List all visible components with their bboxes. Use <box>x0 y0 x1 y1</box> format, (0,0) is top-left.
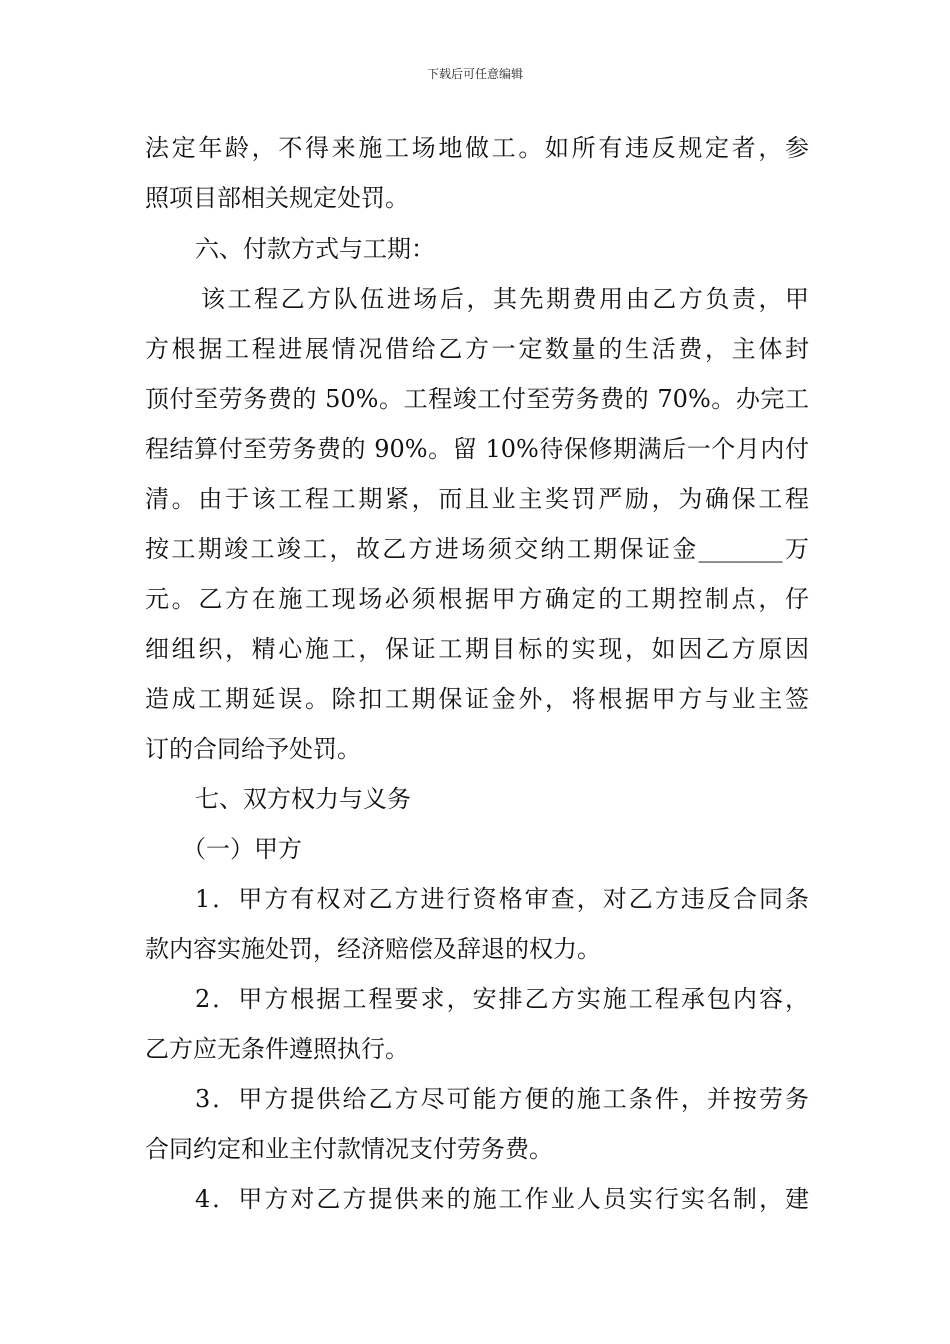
list-item-line: 3．甲方提供给乙方尽可能方便的施工条件，并按劳务 <box>195 1085 809 1113</box>
paragraph-line: 顶付至劳务费的 50%。工程竣工付至劳务费的 70%。办完工 <box>145 385 809 413</box>
paragraph-line: 方根据工程进展情况借给乙方一定数量的生活费，主体封 <box>145 335 809 363</box>
list-item-line: 2．甲方根据工程要求，安排乙方实施工程承包内容， <box>195 985 809 1013</box>
paragraph-line: 清。由于该工程工期紧，而且业主奖罚严励，为确保工程 <box>145 485 809 513</box>
paragraph-line: 细组织，精心施工，保证工期目标的实现，如因乙方原因 <box>145 635 809 663</box>
paragraph-line: 该工程乙方队伍进场后，其先期费用由乙方负责，甲 <box>201 285 809 313</box>
list-item-line: 款内容实施处罚，经济赔偿及辞退的权力。 <box>145 935 601 963</box>
page-header-note: 下载后可任意编辑 <box>426 67 523 81</box>
subsection-heading: （一）甲方 <box>182 835 302 863</box>
paragraph-line: 照项目部相关规定处罚。 <box>145 184 409 212</box>
paragraph-line: 订的合同给予处罚。 <box>145 735 361 763</box>
list-item-line: 1．甲方有权对乙方进行资格审查，对乙方违反合同条 <box>195 885 809 913</box>
paragraph-line: 程结算付至劳务费的 90%。留 10%待保修期满后一个月内付 <box>145 435 809 463</box>
paragraph-line: 按工期竣工竣工，故乙方进场须交纳工期保证金_______万 <box>145 535 809 563</box>
list-item-line: 合同约定和业主付款情况支付劳务费。 <box>145 1135 553 1163</box>
section-heading: 六、付款方式与工期： <box>195 235 435 263</box>
paragraph-line: 元。乙方在施工现场必须根据甲方确定的工期控制点，仔 <box>145 585 809 613</box>
list-item-line: 4．甲方对乙方提供来的施工作业人员实行实名制，建 <box>195 1185 809 1213</box>
paragraph-line: 法定年龄，不得来施工场地做工。如所有违反规定者，参 <box>145 134 809 162</box>
section-heading: 七、双方权力与义务 <box>195 785 411 813</box>
paragraph-line: 造成工期延误。除扣工期保证金外，将根据甲方与业主签 <box>145 685 809 713</box>
list-item-line: 乙方应无条件遵照执行。 <box>145 1035 409 1063</box>
